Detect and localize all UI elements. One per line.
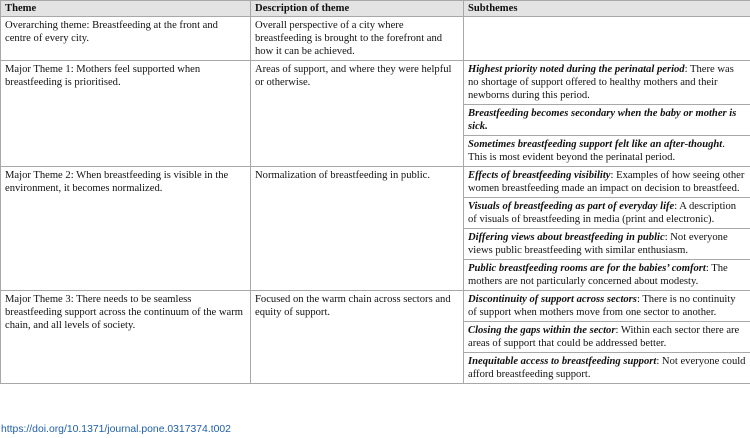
subtheme-title: Effects of breastfeeding visibility	[468, 170, 611, 181]
subtheme	[464, 136, 750, 167]
subtheme-title: Differing views about breastfeeding in public	[468, 232, 665, 243]
subtheme-text: : Examples of how seeing other women breastfeeding made an impact on decision to breastfeed.	[468, 170, 745, 194]
table-row-major-theme-3	[1, 291, 750, 322]
subtheme	[464, 229, 750, 260]
header-description: Description of theme	[251, 1, 464, 17]
subtheme-title: Sometimes breastfeeding support felt like an after-thought	[468, 139, 723, 150]
subtheme-text: . This is most evident beyond the perinatal period.	[468, 139, 725, 163]
subtheme-title: Breastfeeding becomes secondary when the baby or mother is sick.	[468, 108, 737, 132]
table-row-major-theme-1	[1, 61, 750, 105]
subtheme	[464, 353, 750, 384]
subtheme-title: Visuals of breastfeeding as part of everyday life	[468, 201, 675, 212]
major-theme-2-description: Normalization of breastfeeding in public.	[251, 167, 464, 291]
header-row	[1, 1, 750, 17]
table-row-overarching	[1, 17, 750, 61]
overarching-subthemes-empty	[464, 17, 750, 61]
subtheme-title: Discontinuity of support across sectors	[468, 294, 637, 305]
subtheme-text: : Not everyone could afford breastfeeding support.	[468, 356, 746, 380]
subtheme-text: : Within each sector there are areas of support that could be addressed better.	[468, 325, 740, 349]
subtheme-text: : The mothers are not particularly concerned about modesty.	[468, 263, 728, 287]
major-theme-3-description: Focused on the warm chain across sectors and equity of support.	[251, 291, 464, 384]
subtheme	[464, 291, 750, 322]
subtheme-text: : Not everyone views public breastfeeding with similar enthusiasm.	[468, 232, 728, 256]
major-theme-1-description: Areas of support, and where they were helpful or otherwise.	[251, 61, 464, 167]
subtheme	[464, 198, 750, 229]
subtheme	[464, 260, 750, 291]
major-theme-1: Major Theme 1: Mothers feel supported when breastfeeding is prioritised.	[1, 61, 251, 167]
subtheme-title: Public breastfeeding rooms are for the babies’ comfort	[468, 263, 706, 274]
doi-link[interactable]: https://doi.org/10.1371/journal.pone.0317374.t002	[1, 424, 231, 435]
subtheme-text: : There is no continuity of support when mothers move from one sector to another.	[468, 294, 736, 318]
overarching-description: Overall perspective of a city where breastfeeding is brought to the forefront and how it can be achieved.	[251, 17, 464, 61]
header-subthemes: Subthemes	[464, 1, 750, 17]
table-row-major-theme-2	[1, 167, 750, 198]
subtheme	[464, 322, 750, 353]
overarching-theme: Overarching theme: Breastfeeding at the front and centre of every city.	[1, 17, 251, 61]
major-theme-2: Major Theme 2: When breastfeeding is visible in the environment, it becomes normalized.	[1, 167, 251, 291]
subtheme-text: : There was no shortage of support offered to healthy mothers and their newborns during this period.	[468, 64, 734, 101]
subtheme	[464, 167, 750, 198]
major-theme-3: Major Theme 3: There needs to be seamless breastfeeding support across the continuum of the warm chain, and all levels of society.	[1, 291, 251, 384]
header-theme: Theme	[1, 1, 251, 17]
subtheme-title: Closing the gaps within the sector	[468, 325, 616, 336]
subtheme	[464, 105, 750, 136]
subtheme-title: Highest priority noted during the perinatal period	[468, 64, 685, 75]
subtheme-title: Inequitable access to breastfeeding support	[468, 356, 657, 367]
subtheme	[464, 61, 750, 105]
subtheme-text: : A description of visuals of breastfeeding in media (print and electronic).	[468, 201, 737, 225]
